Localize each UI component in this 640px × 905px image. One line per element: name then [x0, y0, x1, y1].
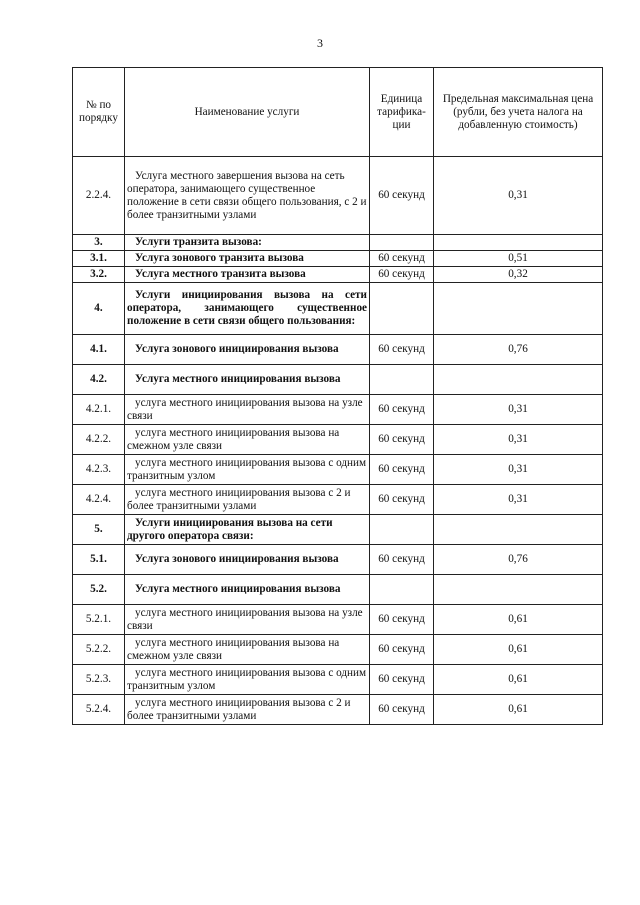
row-service-name: услуга местного инициирования вызова с одним транзитным узлом — [125, 665, 370, 695]
row-price: 0,31 — [434, 455, 603, 485]
row-price — [434, 235, 603, 251]
table-body — [73, 157, 603, 725]
row-unit: 60 секунд — [370, 267, 434, 283]
row-number: 5.2.2. — [73, 635, 125, 665]
table-row — [73, 251, 603, 267]
row-price: 0,31 — [434, 425, 603, 455]
row-number: 4.2.3. — [73, 455, 125, 485]
row-number: 4.2.1. — [73, 395, 125, 425]
row-price: 0,76 — [434, 545, 603, 575]
row-unit: 60 секунд — [370, 455, 434, 485]
row-number: 5.1. — [73, 545, 125, 575]
row-unit: 60 секунд — [370, 635, 434, 665]
row-number: 4.2.2. — [73, 425, 125, 455]
row-number: 5. — [73, 515, 125, 545]
header-number: № по порядку — [73, 68, 125, 157]
row-number: 3.1. — [73, 251, 125, 267]
row-unit — [370, 283, 434, 335]
row-service-name: Услуги инициирования вызова на сети другого оператора связи: — [125, 515, 370, 545]
row-number: 3.2. — [73, 267, 125, 283]
row-unit: 60 секунд — [370, 335, 434, 365]
row-service-name: услуга местного инициирования вызова на узле связи — [125, 395, 370, 425]
row-number: 5.2.1. — [73, 605, 125, 635]
row-number: 5.2. — [73, 575, 125, 605]
row-unit: 60 секунд — [370, 425, 434, 455]
row-unit: 60 секунд — [370, 395, 434, 425]
row-service-name: услуга местного инициирования вызова с 2 и более транзитными узлами — [125, 485, 370, 515]
table-row — [73, 235, 603, 251]
table-row — [73, 157, 603, 235]
row-number: 4.2.4. — [73, 485, 125, 515]
table-row — [73, 365, 603, 395]
table-row — [73, 335, 603, 365]
row-price: 0,31 — [434, 157, 603, 235]
table-row — [73, 283, 603, 335]
row-price: 0,61 — [434, 605, 603, 635]
row-price: 0,31 — [434, 395, 603, 425]
table-row — [73, 665, 603, 695]
row-service-name: Услуга зонового транзита вызова — [125, 251, 370, 267]
tariff-table — [72, 67, 603, 725]
row-unit — [370, 235, 434, 251]
row-unit: 60 секунд — [370, 545, 434, 575]
row-service-name: услуга местного инициирования вызова с одним транзитным узлом — [125, 455, 370, 485]
row-service-name: Услуга местного транзита вызова — [125, 267, 370, 283]
header-unit: Единица тарифика-ции — [370, 68, 434, 157]
row-unit: 60 секунд — [370, 251, 434, 267]
row-unit: 60 секунд — [370, 605, 434, 635]
row-number: 4.1. — [73, 335, 125, 365]
row-price — [434, 575, 603, 605]
row-number: 2.2.4. — [73, 157, 125, 235]
table-row — [73, 695, 603, 725]
row-price — [434, 365, 603, 395]
table-row — [73, 425, 603, 455]
row-number: 4. — [73, 283, 125, 335]
row-price: 0,76 — [434, 335, 603, 365]
table-row — [73, 267, 603, 283]
row-price — [434, 283, 603, 335]
table-row — [73, 575, 603, 605]
row-service-name: Услуга зонового инициирования вызова — [125, 335, 370, 365]
row-price: 0,61 — [434, 665, 603, 695]
table-row — [73, 485, 603, 515]
table-row — [73, 545, 603, 575]
row-unit: 60 секунд — [370, 665, 434, 695]
row-price: 0,61 — [434, 695, 603, 725]
row-service-name: Услуга местного инициирования вызова — [125, 365, 370, 395]
table-row — [73, 635, 603, 665]
header-service-name: Наименование услуги — [125, 68, 370, 157]
row-unit: 60 секунд — [370, 695, 434, 725]
row-number: 3. — [73, 235, 125, 251]
header-max-price: Предельная максимальная цена (рубли, без учета налога на добавленную стоимость) — [434, 68, 603, 157]
row-unit: 60 секунд — [370, 157, 434, 235]
row-service-name: услуга местного инициирования вызова на смежном узле связи — [125, 425, 370, 455]
table-row — [73, 605, 603, 635]
row-service-name: услуга местного инициирования вызова на узле связи — [125, 605, 370, 635]
row-number: 5.2.3. — [73, 665, 125, 695]
row-price: 0,61 — [434, 635, 603, 665]
row-service-name: Услуги транзита вызова: — [125, 235, 370, 251]
row-unit — [370, 515, 434, 545]
row-price: 0,32 — [434, 267, 603, 283]
table-row — [73, 515, 603, 545]
row-service-name: услуга местного инициирования вызова с 2 и более транзитными узлами — [125, 695, 370, 725]
row-service-name: Услуги инициирования вызова на сети оператора, занимающего существенное положение в сети связи общего пользования: — [125, 283, 370, 335]
row-unit: 60 секунд — [370, 485, 434, 515]
row-service-name: Услуга местного завершения вызова на сеть оператора, занимающего существенное положение в сети связи общего пользования, с 2 и более транзитными узлами — [125, 157, 370, 235]
row-service-name: Услуга зонового инициирования вызова — [125, 545, 370, 575]
row-number: 5.2.4. — [73, 695, 125, 725]
row-price: 0,51 — [434, 251, 603, 267]
row-price — [434, 515, 603, 545]
row-price: 0,31 — [434, 485, 603, 515]
row-number: 4.2. — [73, 365, 125, 395]
page-number: 3 — [317, 36, 323, 50]
table-row — [73, 455, 603, 485]
row-service-name: Услуга местного инициирования вызова — [125, 575, 370, 605]
table-header-row — [73, 68, 603, 157]
row-service-name: услуга местного инициирования вызова на смежном узле связи — [125, 635, 370, 665]
row-unit — [370, 365, 434, 395]
row-unit — [370, 575, 434, 605]
table-row — [73, 395, 603, 425]
